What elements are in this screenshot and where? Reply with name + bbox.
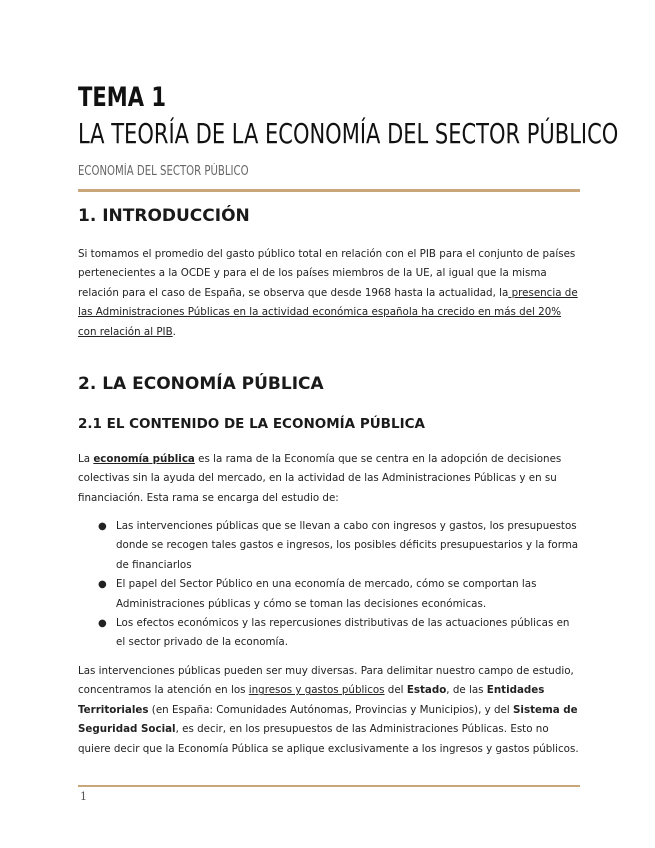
- intro-underlined-text: presencia de las Administraciones Públicas en la actividad económica española ha crecido en más del 20% con relación al PIB: [78, 286, 578, 338]
- footer-divider: [78, 785, 580, 787]
- term-seguridad-social: Sistema de Seguridad Social: [78, 703, 578, 736]
- definition-text-start: La: [78, 453, 94, 465]
- term-economia-publica: economía pública: [93, 453, 195, 465]
- header-divider: [78, 189, 580, 192]
- chapter-label: TEMA 1: [78, 82, 166, 113]
- scope-text: (en España: Comunidades Autónomas, Provincias y Municipios), y del: [148, 703, 513, 716]
- term-entidades-territoriales: Entidades Territoriales: [78, 684, 545, 716]
- scope-paragraph: [78, 662, 580, 759]
- page-number: 1: [80, 790, 87, 803]
- intro-text: Si tomamos el promedio del gasto público total en relación con el PIB para el conjunto de países pertenecientes a la OCDE y para el de los países miembros de la UE, al igual que la misma relación para el caso de España, se observa que desde 1968 hasta la actualidad, la: [78, 248, 576, 299]
- scope-text: , de las: [446, 684, 487, 697]
- study-topics-list: [78, 517, 580, 653]
- subsection-heading-contenido: 2.1 EL CONTENIDO DE LA ECONOMÍA PÚBLICA: [78, 416, 425, 432]
- list-item: [78, 614, 580, 653]
- intro-text-end: .: [172, 325, 176, 338]
- scope-underlined-text: ingresos y gastos públicos: [248, 684, 385, 697]
- scope-text: del: [384, 684, 407, 697]
- list-item: [78, 517, 580, 575]
- bullet-icon: ●: [98, 579, 107, 591]
- page-title: LA TEORÍA DE LA ECONOMÍA DEL SECTOR PÚBLICO: [78, 117, 619, 150]
- scope-text: , es decir, en los presupuestos de las Administraciones Públicas. Esto no quiere decir que la Economía Pública se aplique exclusivamente a los ingresos y gastos públicos.: [78, 723, 579, 755]
- page-subtitle: ECONOMÍA DEL SECTOR PÚBLICO: [78, 164, 249, 179]
- definition-text: es la rama de la Economía que se centra en la adopción de decisiones colectivas sin la ayuda del mercado, en la actividad de las Administraciones Públicas y en su financiación. Esta rama se encarga del estudio de:: [78, 453, 562, 504]
- term-estado: Estado: [406, 684, 447, 697]
- bullet-icon: ●: [98, 618, 107, 630]
- list-item-text: Las intervenciones públicas que se llevan a cabo con ingresos y gastos, los presupuestos donde se recogen tales gastos e ingresos, los posibles déficits presupuestarios y la forma de financiarlos: [116, 520, 579, 571]
- list-item-text: Los efectos económicos y las repercusiones distributivas de las actuaciones públicas en el sector privado de la economía.: [116, 617, 570, 649]
- list-item-text: El papel del Sector Público en una economía de mercado, cómo se comportan las Administraciones públicas y cómo se toman las decisiones económicas.: [116, 578, 537, 610]
- definition-paragraph: [78, 450, 580, 508]
- section-heading-economia-publica: 2. LA ECONOMÍA PÚBLICA: [78, 374, 324, 394]
- scope-text: Las intervenciones públicas pueden ser muy diversas. Para delimitar nuestro campo de estudio, concentramos la atención en los: [78, 665, 574, 697]
- bullet-icon: ●: [98, 521, 107, 532]
- section-heading-introduccion: 1. INTRODUCCIÓN: [78, 206, 250, 226]
- list-item: [78, 575, 580, 614]
- intro-paragraph: [78, 245, 580, 342]
